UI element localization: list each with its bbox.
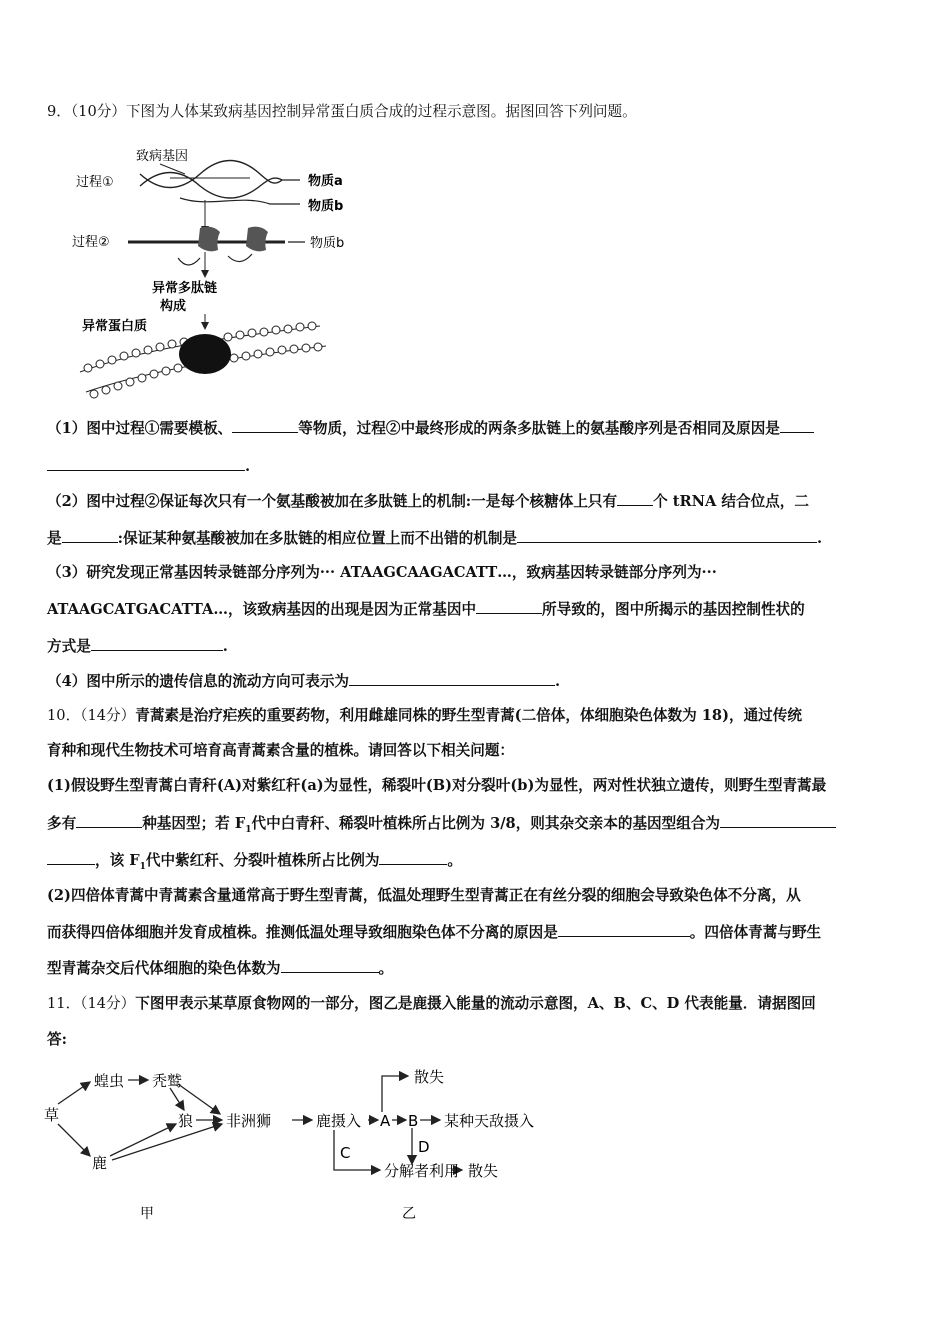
node-a: A: [380, 1112, 391, 1130]
label-substance-b-1: 物质b: [308, 199, 344, 214]
blank-9-2-1[interactable]: [617, 491, 653, 506]
label-disease-gene: 致病基因: [136, 149, 189, 164]
blank-9-3-2[interactable]: [91, 636, 223, 651]
ribosome-2: [246, 227, 268, 252]
q9-s3-line2: ATAAGCATGACATTA…，该致病基因的出现是因为正常基因中 所导致的，图中所揭示的基因控制性状的: [47, 601, 805, 618]
q11-line2: 答:: [47, 1031, 67, 1048]
label-constitutes: 构成: [160, 299, 187, 314]
blank-9-1-2[interactable]: [780, 418, 814, 433]
gene-expression-diagram: [60, 140, 360, 400]
blank-10-1-2[interactable]: [720, 813, 836, 828]
blank-9-2-2[interactable]: [62, 528, 118, 543]
q9-s3-line3: 方式是 .: [47, 638, 228, 655]
q10-line8: 型青蒿杂交后代体细胞的染色体数为 。: [47, 960, 394, 977]
label-substance-a: 物质a: [308, 174, 343, 189]
ribosome-1: [198, 227, 220, 252]
node-decomposer: 分解者利用: [384, 1162, 460, 1180]
q10-line3: (1)假设野生型青蒿白青秆(A)对紫红秆(a)为显性，稀裂叶(B)对分裂叶(b)为显性，两对性状独立遗传，则野生型青蒿最: [47, 777, 827, 794]
label-c: C: [340, 1144, 351, 1162]
blank-10-2-2[interactable]: [281, 958, 379, 973]
q10-line1: 10．（14分）青蒿素是治疗疟疾的重要药物，利用雌雄同株的野生型青蒿(二倍体，体细胞染色体数为 18)，通过传统: [47, 707, 802, 724]
label-process-1: 过程①: [76, 175, 114, 190]
node-vulture: 秃鹫: [152, 1072, 183, 1090]
energy-flow-diagram: [290, 1060, 540, 1225]
label-abnormal-polypeptide: 异常多肽链: [152, 281, 218, 296]
blank-10-1-1[interactable]: [76, 813, 142, 828]
node-lion: 非洲狮: [226, 1112, 272, 1130]
food-web-svg: [44, 1060, 294, 1225]
node-deer-intake: 鹿摄入: [316, 1112, 362, 1130]
node-grass: 草: [44, 1106, 60, 1124]
node-deer: 鹿: [92, 1154, 108, 1172]
q9-s1-line2: .: [47, 456, 907, 477]
blank-10-1-4[interactable]: [379, 850, 447, 865]
q9-s2-line2: 是 :保证某种氨基酸被加在多肽链的相应位置上而不出错的机制是 .: [47, 530, 823, 547]
energy-flow-svg: [290, 1060, 540, 1225]
node-b: B: [408, 1112, 419, 1130]
blank-9-1-3[interactable]: [47, 456, 245, 471]
node-loss-2: 散失: [468, 1162, 499, 1180]
label-abnormal-protein: 异常蛋白质: [82, 319, 148, 334]
food-web-diagram: [44, 1060, 294, 1225]
q9-s1-line1: （1）图中过程①需要模板、 等物质，过程②中最终形成的两条多肽链上的氨基酸序列是否相同及原因是: [47, 418, 907, 439]
gene-expression-svg: [60, 140, 360, 400]
blank-9-3-1[interactable]: [476, 599, 542, 614]
node-loss-1: 散失: [414, 1068, 445, 1086]
label-d: D: [418, 1138, 430, 1156]
node-enemy-intake: 某种天敌摄入: [444, 1112, 535, 1130]
q9-s3-line1: （3）研究发现正常基因转录链部分序列为··· ATAAGCAAGACATT…，致病基因转录链部分序列为···: [47, 564, 717, 581]
q10-line7: 而获得四倍体细胞并发育成植株。推测低温处理导致细胞染色体不分离的原因是 。四倍体青蒿与野生: [47, 924, 822, 941]
blank-10-1-3[interactable]: [47, 850, 95, 865]
q10-line2: 育种和现代生物技术可培育高青蒿素含量的植株。请回答以下相关问题：: [47, 742, 515, 759]
node-wolf: 狼: [178, 1112, 194, 1130]
blank-9-2-3[interactable]: [517, 528, 817, 543]
label-process-2: 过程②: [72, 235, 110, 250]
food-web-arrows: [58, 1080, 222, 1160]
q10-line6: (2)四倍体青蒿中青蒿素含量通常高于野生型青蒿，低温处理野生型青蒿正在有丝分裂的细胞会导致染色体不分离，从: [47, 887, 801, 904]
q9-s2-line1: （2）图中过程②保证每次只有一个氨基酸被加在多肽链上的机制:一是每个核糖体上只有 个 tRNA 结合位点，二: [47, 493, 809, 510]
q10-line5: ，该 $F_1$代中紫红秆、分裂叶植株所占比例为 。: [47, 850, 907, 877]
blank-10-2-1[interactable]: [558, 922, 690, 937]
label-substance-b-2: 物质b: [310, 236, 345, 251]
node-locust: 蝗虫: [94, 1072, 125, 1090]
q9-stem: 9．（10分）下图为人体某致病基因控制异常蛋白质合成的过程示意图。据图回答下列问题。: [47, 103, 637, 120]
q11-line1: 11．（14分）下图甲表示某草原食物网的一部分，图乙是鹿摄入能量的流动示意图，A、B、C、D 代表能量．请据图回: [47, 995, 816, 1012]
label-jia: 甲: [140, 1206, 154, 1222]
label-yi: 乙: [402, 1206, 416, 1222]
blank-9-4-1[interactable]: [349, 671, 555, 686]
blank-9-1-1[interactable]: [232, 418, 298, 433]
q9-s4-line: （4）图中所示的遗传信息的流动方向可表示为 .: [47, 673, 561, 690]
q10-line4: 多有 种基因型；若 $F_1$代中白青秆、稀裂叶植株所占比例为 3/8，则其杂交亲本的基因型组合为: [47, 813, 907, 840]
